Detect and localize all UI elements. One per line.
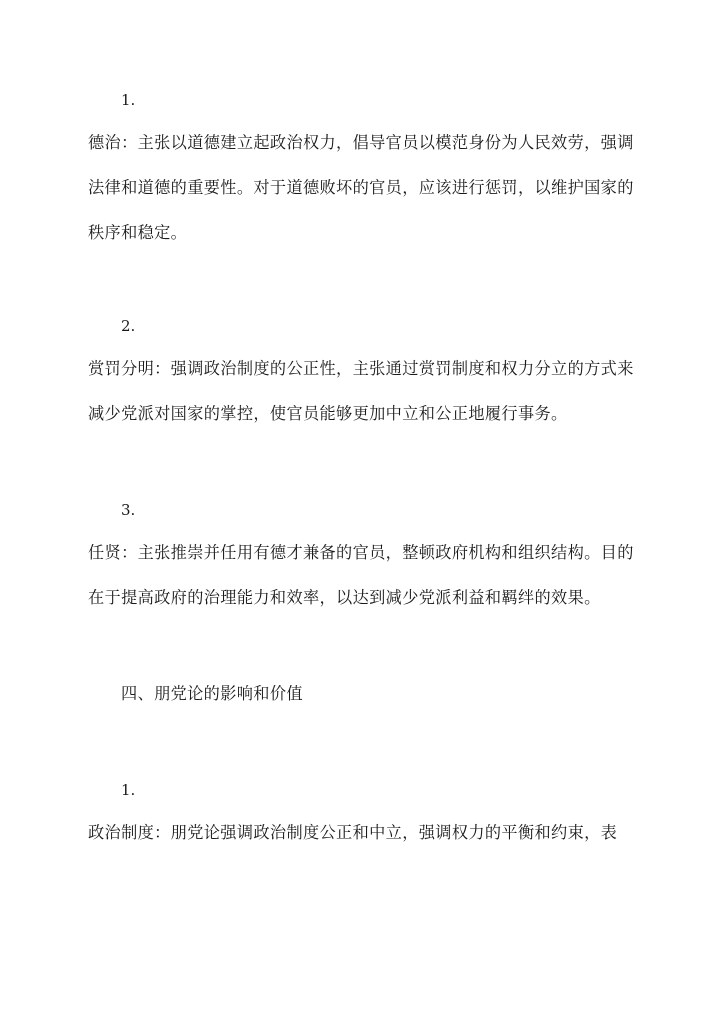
section-heading: 四、朋党论的影响和价值 [121, 684, 303, 703]
paragraph-zhengzhi-zhidu: 政治制度：朋党论强调政治制度公正和中立，强调权力的平衡和约束，表 [88, 823, 618, 842]
paragraph-renxian: 任贤：主张推崇并任用有德才兼备的官员，整顿政府机构和组织结构。目的在于提高政府的治理能力和效率，以达到减少党派利益和羁绊的效果。 [88, 543, 634, 607]
paragraph-dezhi: 德治：主张以道德建立起政治权力，倡导官员以模范身份为人民效劳，强调法律和道德的重要性。对于道德败坏的官员，应该进行惩罚，以维护国家的秩序和稳定。 [88, 133, 634, 242]
item-number: 1. [121, 91, 136, 109]
item-number: 1. [121, 781, 136, 799]
paragraph-shangfa: 赏罚分明：强调政治制度的公正性，主张通过赏罚制度和权力分立的方式来减少党派对国家的掌控，使官员能够更加中立和公正地履行事务。 [88, 359, 634, 423]
item-number: 2. [121, 317, 136, 335]
item-number: 3. [121, 501, 136, 519]
